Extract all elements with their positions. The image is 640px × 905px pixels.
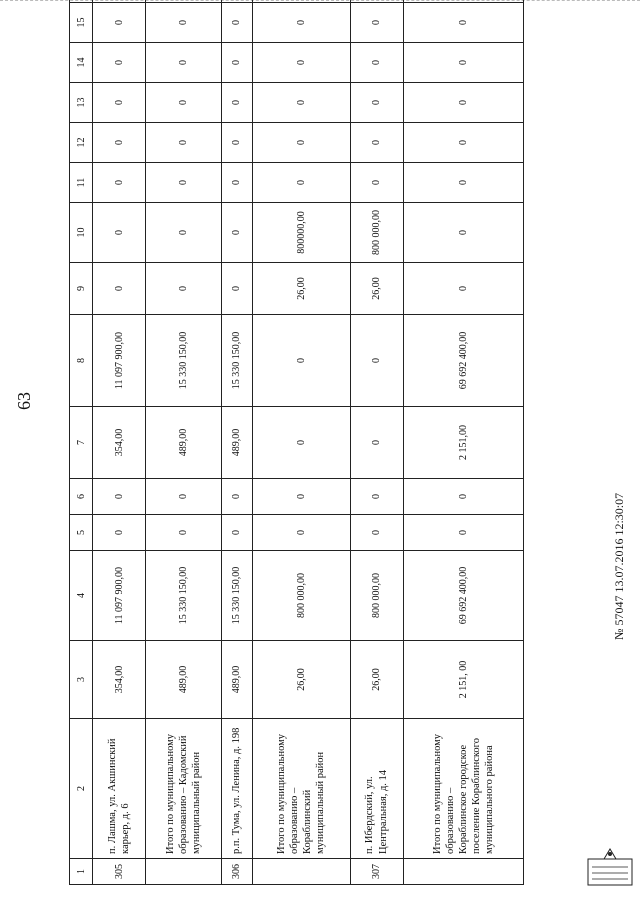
value-cell — [93, 0, 146, 3]
value-cell: 0 — [93, 3, 146, 43]
address-cell: п. Лашма, ул. Акшинский карьер, д. 6 — [93, 719, 146, 859]
value-cell: 0 — [350, 407, 403, 479]
data-table-container — [69, 17, 524, 885]
col-header — [70, 0, 93, 3]
value-cell: 0 — [403, 203, 523, 263]
value-cell: 0 — [221, 515, 252, 551]
address-cell: Итого по муниципальному образованию – Кораблинское городское поселение Кораблинского муниципального района — [403, 719, 523, 859]
col-header: 13 — [70, 83, 93, 123]
value-cell: 0 — [252, 123, 350, 163]
value-cell: 26,00 — [252, 263, 350, 315]
col-header: 5 — [70, 515, 93, 551]
value-cell: 15 330 150,00 — [221, 551, 252, 641]
value-cell: 354,00 — [93, 641, 146, 719]
seal-icon — [586, 845, 634, 889]
value-cell: 0 — [403, 3, 523, 43]
table-row — [403, 0, 523, 885]
value-cell: 0 — [93, 479, 146, 515]
table-row — [93, 0, 146, 885]
value-cell — [403, 0, 523, 3]
table-row — [221, 0, 252, 885]
value-cell: 26,00 — [350, 641, 403, 719]
value-cell: 0 — [350, 123, 403, 163]
value-cell: 0 — [221, 163, 252, 203]
value-cell: 489,00 — [146, 641, 222, 719]
value-cell: 0 — [93, 515, 146, 551]
value-cell: 0 — [252, 3, 350, 43]
value-cell: 26,00 — [252, 641, 350, 719]
value-cell: 800 000,00 — [350, 551, 403, 641]
row-number-cell — [252, 859, 350, 885]
value-cell: 0 — [221, 43, 252, 83]
col-header: 1 — [70, 859, 93, 885]
col-header: 9 — [70, 263, 93, 315]
value-cell: 0 — [93, 123, 146, 163]
value-cell: 15 330 150,00 — [221, 315, 252, 407]
value-cell: 0 — [146, 203, 222, 263]
registration-stamp: № 57047 13.07.2016 12:30:07 — [612, 492, 626, 640]
value-cell: 0 — [221, 203, 252, 263]
row-number-cell: 306 — [221, 859, 252, 885]
col-header: 4 — [70, 551, 93, 641]
value-cell: 0 — [93, 43, 146, 83]
value-cell: 0 — [221, 123, 252, 163]
value-cell: 0 — [221, 479, 252, 515]
value-cell: 0 — [350, 315, 403, 407]
address-cell: Итого по муниципальному образованию – Кораблинский муниципальный район — [252, 719, 350, 859]
value-cell: 0 — [403, 479, 523, 515]
table-row — [252, 0, 350, 885]
value-cell: 0 — [350, 479, 403, 515]
value-cell: 0 — [350, 3, 403, 43]
value-cell: 11 097 900,00 — [93, 315, 146, 407]
value-cell: 69 692 400,00 — [403, 551, 523, 641]
col-header: 14 — [70, 43, 93, 83]
table-row — [350, 0, 403, 885]
value-cell: 0 — [403, 43, 523, 83]
value-cell: 0 — [252, 83, 350, 123]
address-cell: Итого по муниципальному образованию – Кадомский муниципальный район — [146, 719, 222, 859]
value-cell: 2 151, 00 — [403, 641, 523, 719]
col-header: 11 — [70, 163, 93, 203]
value-cell: 0 — [146, 515, 222, 551]
value-cell: 0 — [403, 123, 523, 163]
value-cell: 0 — [221, 83, 252, 123]
value-cell: 0 — [146, 263, 222, 315]
value-cell: 0 — [93, 83, 146, 123]
value-cell: 0 — [252, 315, 350, 407]
col-header: 7 — [70, 407, 93, 479]
address-cell: п. Ибердский, ул. Центральная, д. 14 — [350, 719, 403, 859]
value-cell: 489,00 — [221, 407, 252, 479]
col-header: 3 — [70, 641, 93, 719]
col-header: 2 — [70, 719, 93, 859]
value-cell: 15 330 150,00 — [146, 315, 222, 407]
value-cell: 0 — [221, 3, 252, 43]
col-header: 8 — [70, 315, 93, 407]
value-cell — [252, 0, 350, 3]
col-header: 6 — [70, 479, 93, 515]
value-cell: 0 — [146, 43, 222, 83]
value-cell: 0 — [146, 163, 222, 203]
header-row — [70, 0, 93, 885]
value-cell: 0 — [221, 263, 252, 315]
value-cell: 489,00 — [221, 641, 252, 719]
value-cell: 0 — [403, 515, 523, 551]
value-cell: 15 330 150,00 — [146, 551, 222, 641]
value-cell: 0 — [93, 263, 146, 315]
col-header: 10 — [70, 203, 93, 263]
address-cell: р.п. Тума, ул. Ленина, д. 198 — [221, 719, 252, 859]
value-cell: 800000,00 — [252, 203, 350, 263]
value-cell: 0 — [350, 83, 403, 123]
value-cell: 0 — [146, 123, 222, 163]
value-cell: 800 000,00 — [252, 551, 350, 641]
page-number: 63 — [14, 392, 34, 410]
col-header: 12 — [70, 123, 93, 163]
value-cell: 354,00 — [93, 407, 146, 479]
value-cell: 0 — [252, 479, 350, 515]
value-cell — [146, 0, 222, 3]
value-cell: 0 — [146, 83, 222, 123]
row-number-cell — [403, 859, 523, 885]
value-cell: 26,00 — [350, 263, 403, 315]
value-cell: 0 — [350, 515, 403, 551]
value-cell: 2 151,00 — [403, 407, 523, 479]
col-header: 15 — [70, 3, 93, 43]
value-cell: 0 — [252, 407, 350, 479]
value-cell: 0 — [252, 163, 350, 203]
value-cell: 0 — [350, 163, 403, 203]
row-number-cell: 305 — [93, 859, 146, 885]
table-row — [146, 0, 222, 885]
value-cell — [221, 0, 252, 3]
row-number-cell: 307 — [350, 859, 403, 885]
value-cell: 0 — [146, 479, 222, 515]
value-cell: 0 — [403, 83, 523, 123]
value-cell: 69 692 400,00 — [403, 315, 523, 407]
value-cell: 0 — [252, 515, 350, 551]
row-number-cell — [146, 859, 222, 885]
value-cell: 0 — [93, 203, 146, 263]
data-table — [69, 0, 524, 885]
value-cell: 800 000,00 — [350, 203, 403, 263]
value-cell: 0 — [403, 163, 523, 203]
value-cell — [350, 0, 403, 3]
value-cell: 0 — [252, 43, 350, 83]
value-cell: 0 — [93, 163, 146, 203]
value-cell: 489,00 — [146, 407, 222, 479]
value-cell: 0 — [146, 3, 222, 43]
value-cell: 0 — [403, 263, 523, 315]
value-cell: 0 — [350, 43, 403, 83]
value-cell: 11 097 900,00 — [93, 551, 146, 641]
